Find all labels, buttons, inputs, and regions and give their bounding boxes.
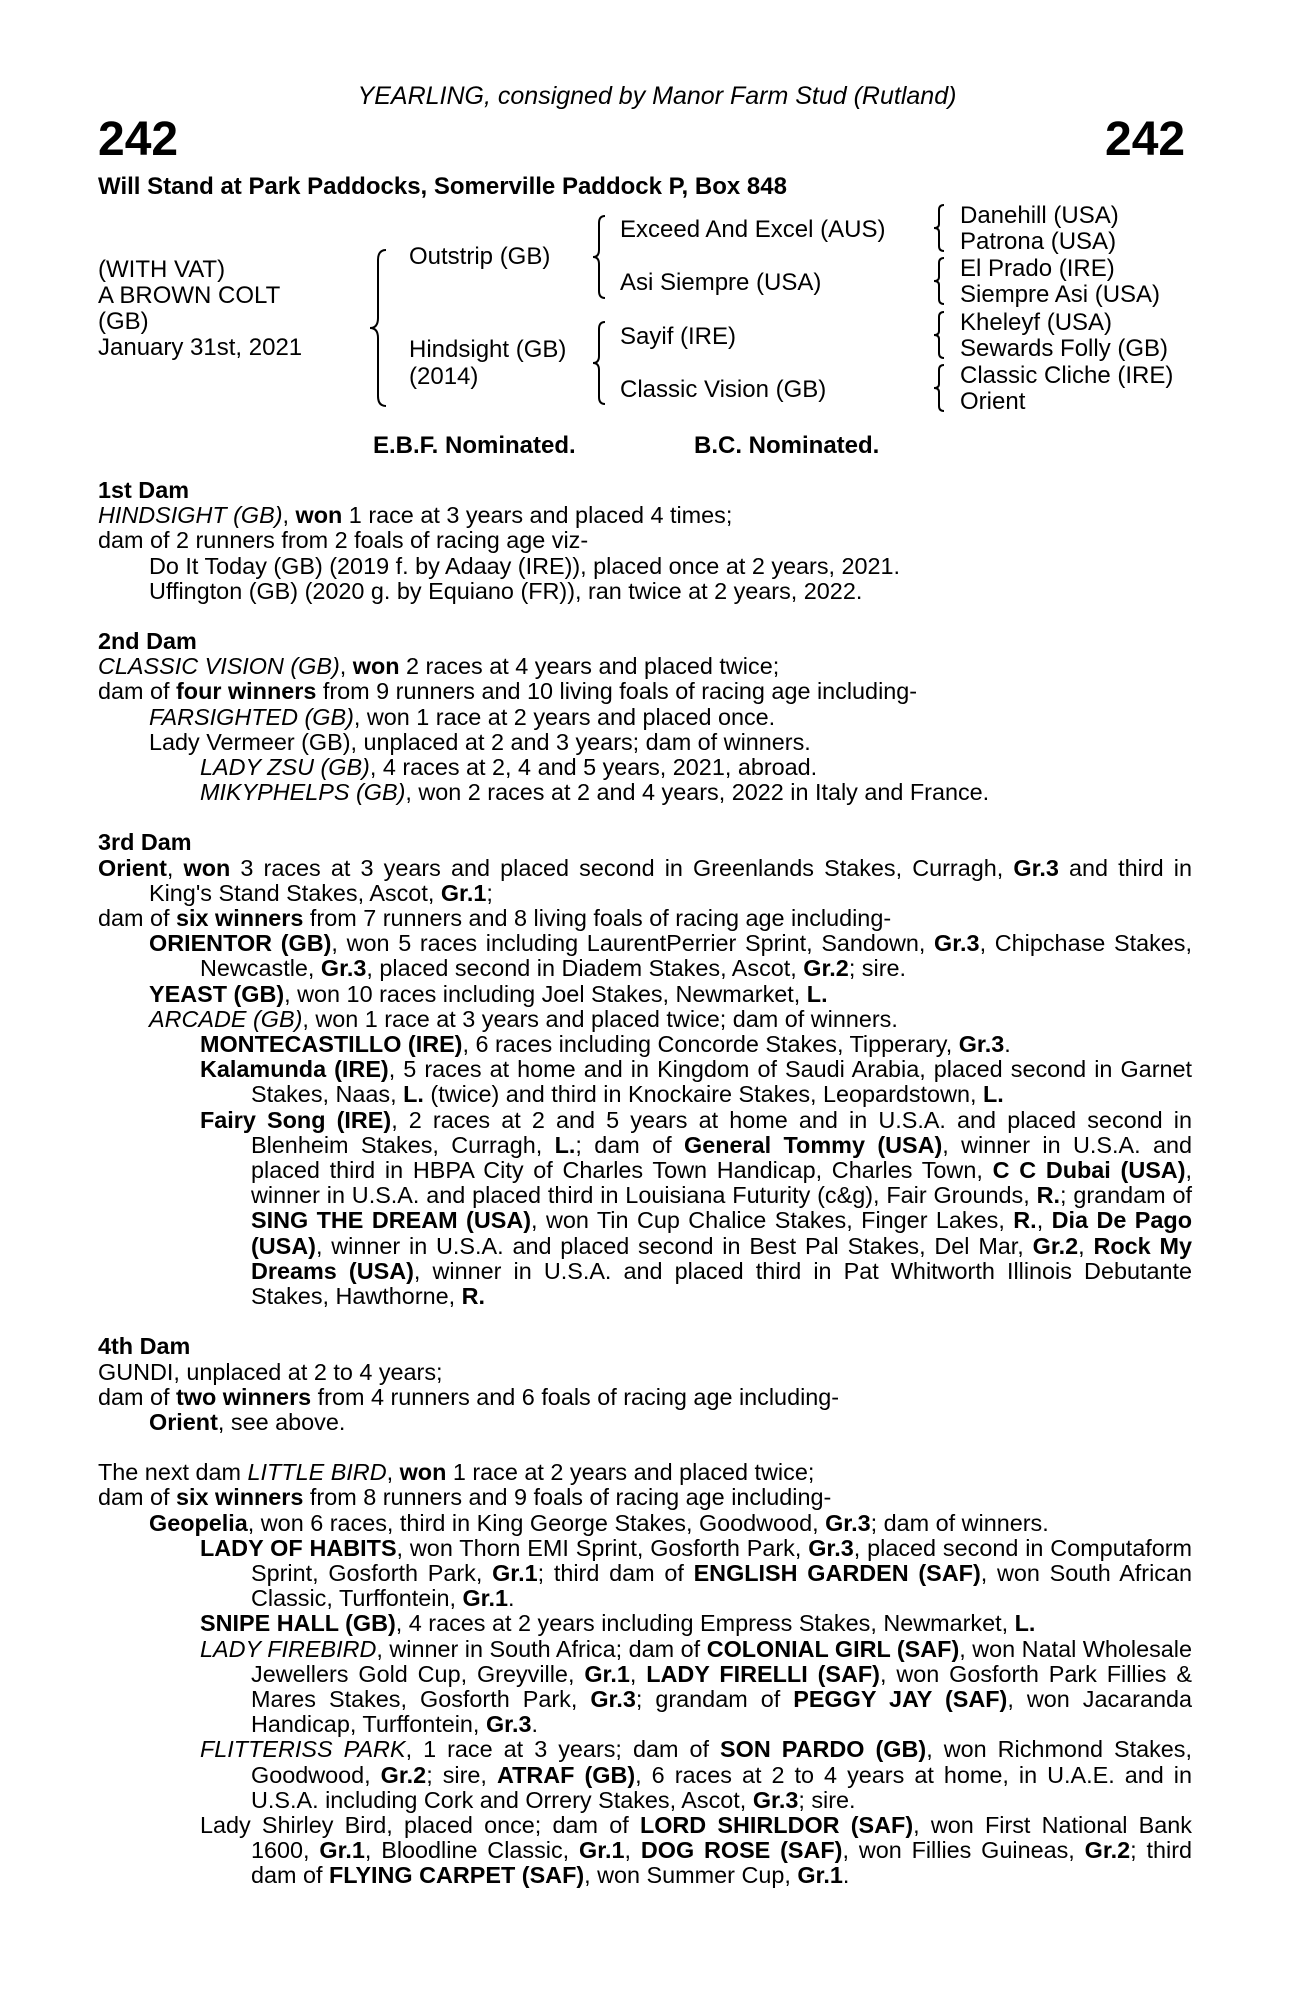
date-of-birth: January 31st, 2021 (98, 334, 303, 361)
progeny-line: SNIPE HALL (GB), 4 races at 2 years including Empress Stakes, Newmarket, L. (200, 1610, 1036, 1637)
section-heading: 1st Dam (98, 477, 190, 503)
sire-sire: Exceed And Excel (AUS) (620, 216, 886, 243)
horse-origin: (GB) (98, 308, 149, 335)
dam-line: The next dam LITTLE BIRD, won 1 race at 2 years and placed twice; (98, 1459, 815, 1486)
next-dam-section (98, 1460, 1192, 1888)
granddam-line-1: Danehill (USA) (960, 202, 1119, 229)
progeny-line: Kalamunda (IRE), 5 races at home and in Kingdom of Saudi Arabia, placed second in Garnet Stakes, Naas, L. (twice) and third in Knockaire Stakes, Leopardstown, L. (200, 1056, 1192, 1108)
progeny-line: Orient, see above. (149, 1408, 346, 1435)
stand-location: Will Stand at Park Paddocks, Somerville Paddock P, Box 848 (98, 173, 787, 200)
section-heading: 3rd Dam (98, 829, 192, 856)
granddam-line-2: Patrona (USA) (960, 228, 1117, 255)
grand-brace-2 (932, 256, 946, 306)
progeny-line: FLITTERISS PARK, 1 race at 3 years; dam of SON PARDO (GB), won Richmond Stakes, Goodwood, Gr.2; sire, ATRAF (GB), 6 races at 2 to 4 years at home, in U.A.E. and in U.S.A. including Cork and Orrery Stakes, Ascot, Gr.3; sire. (200, 1736, 1193, 1813)
progeny-line: MIKYPHELPS (GB), won 2 races at 2 and 4 years, 2022 in Italy and France. (200, 779, 990, 806)
granddam-line-8: Orient (960, 388, 1026, 415)
dam-line: CLASSIC VISION (GB), won 2 races at 4 years and placed twice; (98, 653, 780, 680)
horse-description: A BROWN COLT (98, 282, 281, 309)
granddam-line-6: Sewards Folly (GB) (960, 335, 1169, 362)
grand-brace-3 (932, 310, 946, 360)
first-dam-section (98, 478, 1192, 604)
lot-number-left: 242 (98, 113, 179, 166)
dam-name: Hindsight (GB) (409, 336, 567, 363)
dam-line: dam of four winners from 9 runners and 10 living foals of racing age including- (98, 678, 918, 705)
progeny-line: FARSIGHTED (GB), won 1 race at 2 years and placed once. (149, 703, 776, 730)
bc-nominated: B.C. Nominated. (694, 432, 880, 459)
dam-line: HINDSIGHT (GB), won 1 race at 3 years and placed 4 times; (98, 502, 733, 529)
pedigree-brace-dam (590, 320, 608, 406)
lot-number-right: 242 (1105, 113, 1186, 166)
dam-line: GUNDI, unplaced at 2 to 4 years; (98, 1358, 443, 1385)
progeny-line: MONTECASTILLO (IRE), 6 races including Concorde Stakes, Tipperary, Gr.3. (200, 1031, 1011, 1058)
granddam-line-7: Classic Cliche (IRE) (960, 362, 1174, 389)
pedigree-brace-main (366, 248, 390, 408)
ebf-nominated: E.B.F. Nominated. (373, 432, 576, 459)
progeny-line: ORIENTOR (GB), won 5 races including LaurentPerrier Sprint, Sandown, Gr.3, Chipchase Stakes, Newcastle, Gr.3, placed second in Diadem Stakes, Ascot, Gr.2; sire. (149, 930, 1192, 982)
consignment-header: YEARLING, consigned by Manor Farm Stud (Rutland) (357, 82, 957, 110)
pedigree-brace-sire (590, 214, 608, 300)
dam-line: dam of two winners from 4 runners and 6 foals of racing age including- (98, 1383, 840, 1410)
dam-line: dam of 2 runners from 2 foals of racing age viz- (98, 527, 589, 554)
granddam-line-4: Siempre Asi (USA) (960, 281, 1161, 308)
progeny-line: Geopelia, won 6 races, third in King George Stakes, Goodwood, Gr.3; dam of winners. (149, 1509, 1049, 1536)
progeny-line: LADY OF HABITS, won Thorn EMI Sprint, Gosforth Park, Gr.3, placed second in Computaform Sprint, Gosforth Park, Gr.1; third dam of ENGLISH GARDEN (SAF), won South African Classic, Turffontein, Gr.1. (200, 1534, 1192, 1612)
grand-brace-1 (932, 203, 946, 253)
granddam-line-3: El Prado (IRE) (960, 255, 1115, 282)
progeny-line: Lady Shirley Bird, placed once; dam of LORD SHIRLDOR (SAF), won First National Bank 1600, Gr.1, Bloodline Classic, Gr.1, DOG ROSE (SAF), won Fillies Guineas, Gr.2; third dam of FLYING CARPET (SAF), won Summer Cup, Gr.1. (200, 1811, 1192, 1889)
section-heading: 2nd Dam (98, 628, 197, 655)
third-dam-section (98, 830, 1192, 1309)
progeny-line: LADY ZSU (GB), 4 races at 2, 4 and 5 years, 2021, abroad. (200, 754, 818, 781)
vat-label: (WITH VAT) (98, 256, 226, 283)
dam-line: Orient, won 3 races at 3 years and placed second in Greenlands Stakes, Curragh, Gr.3 and third in King's Stand Stakes, Ascot, Gr.1; (98, 854, 1192, 906)
progeny-line: Uffington (GB) (2020 g. by Equiano (FR)), ran twice at 2 years, 2022. (149, 577, 863, 604)
granddam-line-5: Kheleyf (USA) (960, 309, 1113, 336)
sire-name: Outstrip (GB) (409, 243, 551, 270)
sire-dam: Asi Siempre (USA) (620, 269, 822, 296)
dam-dam: Classic Vision (GB) (620, 376, 827, 403)
catalogue-body (98, 478, 1192, 1914)
section-heading: 4th Dam (98, 1333, 191, 1360)
progeny-line: Do It Today (GB) (2019 f. by Adaay (IRE)), placed once at 2 years, 2021. (149, 552, 901, 579)
progeny-line: Fairy Song (IRE), 2 races at 2 and 5 years at home and in U.S.A. and placed second in Blenheim Stakes, Curragh, L.; dam of General Tommy (USA), winner in U.S.A. and placed third in HBPA City of Charles Town Handicap, Charles Town, C C Dubai (USA), winner in U.S.A. and placed third in Louisiana Futurity (c&g), Fair Grounds, R.; grandam of SING THE DREAM (USA), won Tin Cup Chalice Stakes, Finger Lakes, R., Dia De Pago (USA), winner in U.S.A. and placed second in Best Pal Stakes, Del Mar, Gr.2, Rock My Dreams (USA), winner in U.S.A. and placed third in Pat Whitworth Illinois Debutante Stakes, Hawthorne, R. (200, 1106, 1192, 1310)
dam-sire: Sayif (IRE) (620, 323, 737, 350)
progeny-line: LADY FIREBIRD, winner in South Africa; dam of COLONIAL GIRL (SAF), won Natal Wholesale Jewellers Gold Cup, Greyville, Gr.1, LADY FIRELLI (SAF), won Gosforth Park Fillies & Mares Stakes, Gosforth Park, Gr.3; grandam of PEGGY JAY (SAF), won Jacaranda Handicap, Turffontein, Gr.3. (200, 1635, 1193, 1738)
progeny-line: ARCADE (GB), won 1 race at 3 years and placed twice; dam of winners. (149, 1005, 898, 1032)
dam-line: dam of six winners from 7 runners and 8 living foals of racing age including- (98, 905, 892, 932)
grand-brace-4 (932, 363, 946, 413)
progeny-line: Lady Vermeer (GB), unplaced at 2 and 3 years; dam of winners. (149, 728, 811, 755)
dam-year: (2014) (409, 363, 479, 390)
progeny-line: YEAST (GB), won 10 races including Joel Stakes, Newmarket, L. (149, 980, 828, 1007)
dam-line: dam of six winners from 8 runners and 9 foals of racing age including- (98, 1484, 832, 1511)
second-dam-section (98, 629, 1192, 805)
fourth-dam-section (98, 1334, 1192, 1435)
